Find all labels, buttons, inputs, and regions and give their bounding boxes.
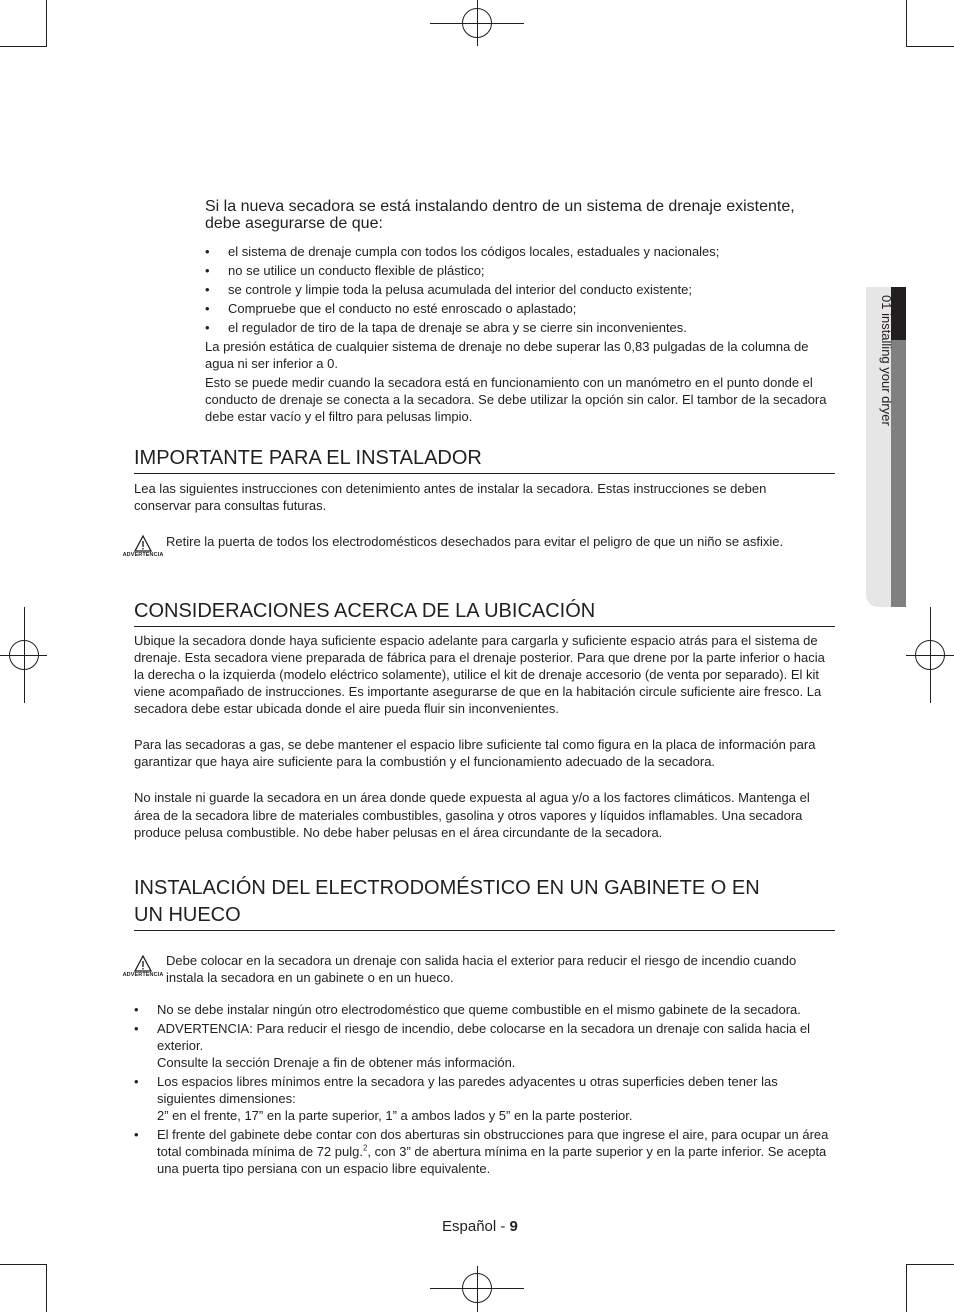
section-title-installer: IMPORTANTE PARA EL INSTALADOR (134, 445, 835, 474)
list-item-text: Consulte la sección Drenaje a fin de obtener más información. (157, 1055, 516, 1070)
list-item (134, 1001, 836, 1018)
page-footer (442, 1218, 518, 1235)
list-item-text: ADVERTENCIA: Para reducir el riesgo de incendio, debe colocarse en la secadora un drenaje con salida hacia el exterior. (157, 1021, 811, 1053)
list-item-text: Los espacios libres mínimos entre la secadora y las paredes adyacentes u otras superficies deben tener las siguientes dimensiones: (157, 1074, 778, 1106)
section-title-cabinet (134, 875, 835, 931)
location-paragraph-3: No instale ni guarde la secadora en un área donde quede expuesta al agua y/o a los factores climáticos. Mantenga el área de la secadora libre de materiales combustibles, gasolina y otros vapores y líquidos inflamables. Una secadora produce pelusa combustible. No debe haber pelusas en el área circundante de la secadora. (134, 790, 810, 840)
cabinet-bullet-list (134, 1001, 836, 1177)
superscript: 2 (362, 1143, 368, 1153)
page-number: 9 (509, 1218, 518, 1235)
warning-icon (121, 535, 165, 558)
list-item-text: No se debe instalar ningún otro electrodoméstico que queme combustible en el mismo gabinete de la secadora. (157, 1002, 801, 1017)
list-item: • el regulador de tiro de la tapa de drenaje se abra y se cierre sin inconvenientes. (205, 318, 835, 337)
list-item: • no se utilice un conducto flexible de plástico; (205, 261, 835, 280)
list-item (134, 1020, 836, 1071)
section-title-line: UN HUECO (134, 904, 241, 926)
warning-text: Retire la puerta de todos los electrodomésticos desechados para evitar el peligro de que un niño se asfixie. (166, 534, 784, 549)
location-paragraph-2: Para las secadoras a gas, se debe mantener el espacio libre suficiente tal como figura en la placa de información para garantizar que haya aire suficiente para la combustión y el funcionamiento adecuado de la secadora. (134, 737, 816, 769)
intro-measure-paragraph: Esto se puede medir cuando la secadora está en funcionamiento con un manómetro en el punto donde el conducto de drenaje se conecta a la secadora. Se debe utilizar la opción sin calor. El tambor de la secadora debe estar vacío y el filtro para pelusas limpio. (205, 375, 827, 424)
intro-heading: Si la nueva secadora se está instalando dentro de un sistema de drenaje existente, debe asegurarse de que: (205, 198, 795, 232)
section-title-location: CONSIDERACIONES ACERCA DE LA UBICACIÓN (134, 598, 835, 627)
list-item-text: El frente del gabinete debe contar con dos aberturas sin obstrucciones para que ingrese el aire, para ocupar un área total combinada mínima de 72 pulg. (157, 1127, 829, 1159)
warning-icon (121, 955, 165, 978)
list-item-text: , con 3” de abertura mínima en la parte superior y en la parte inferior. Se acepta una puerta tipo persiana con un espacio libre equivalente. (157, 1144, 827, 1176)
section-title-line: INSTALACIÓN DEL ELECTRODOMÉSTICO EN UN GABINETE O EN (134, 877, 760, 899)
installer-paragraph: Lea las siguientes instrucciones con detenimiento antes de instalar la secadora. Estas instrucciones se deben conservar para consultas futuras. (134, 481, 767, 513)
list-item-text: 2” en el frente, 17” en la parte superior, 1” a ambos lados y 5” en la parte posterior. (157, 1108, 633, 1123)
list-item: • Compruebe que el conducto no esté enroscado o aplastado; (205, 299, 835, 318)
list-item: • el sistema de drenaje cumpla con todos los códigos locales, estaduales y nacionales; (205, 242, 835, 261)
intro-pressure-paragraph: La presión estática de cualquier sistema de drenaje no debe superar las 0,83 pulgadas de la columna de agua ni ser inferior a 0. (205, 339, 809, 371)
list-item (134, 1073, 836, 1124)
list-item: • se controle y limpie toda la pelusa acumulada del interior del conducto existente; (205, 280, 835, 299)
installer-warning-text (166, 533, 826, 550)
footer-language: Español - (442, 1218, 510, 1235)
location-paragraph-1: Ubique la secadora donde haya suficiente espacio adelante para cargarla y suficiente espacio atrás para el sistema de drenaje. Esta secadora viene preparada de fábrica para el drenaje posterior. Para que drene por la parte inferior o hacia la derecha o la izquierda (modelo eléctrico solamente), utilice el kit de drenaje accesorio (de venta por separado). El kit viene acompañado de instrucciones. Es importante asegurarse de que en la habitación circule suficiente aire fresco. La secadora debe estar ubicada donde el aire pueda fluir sin inconvenientes. (134, 633, 825, 716)
cabinet-warning-text: Debe colocar en la secadora un drenaje con salida hacia el exterior para reducir el riesgo de incendio cuando instala la secadora en un gabinete o en un hueco. (166, 953, 797, 985)
intro-bullet-list (205, 242, 835, 337)
warning-label: ADVERTENCIA (122, 972, 164, 978)
list-item (134, 1126, 836, 1177)
warning-label: ADVERTENCIA (122, 552, 164, 558)
chapter-tab-label: 01 installing your dryer (879, 295, 894, 426)
